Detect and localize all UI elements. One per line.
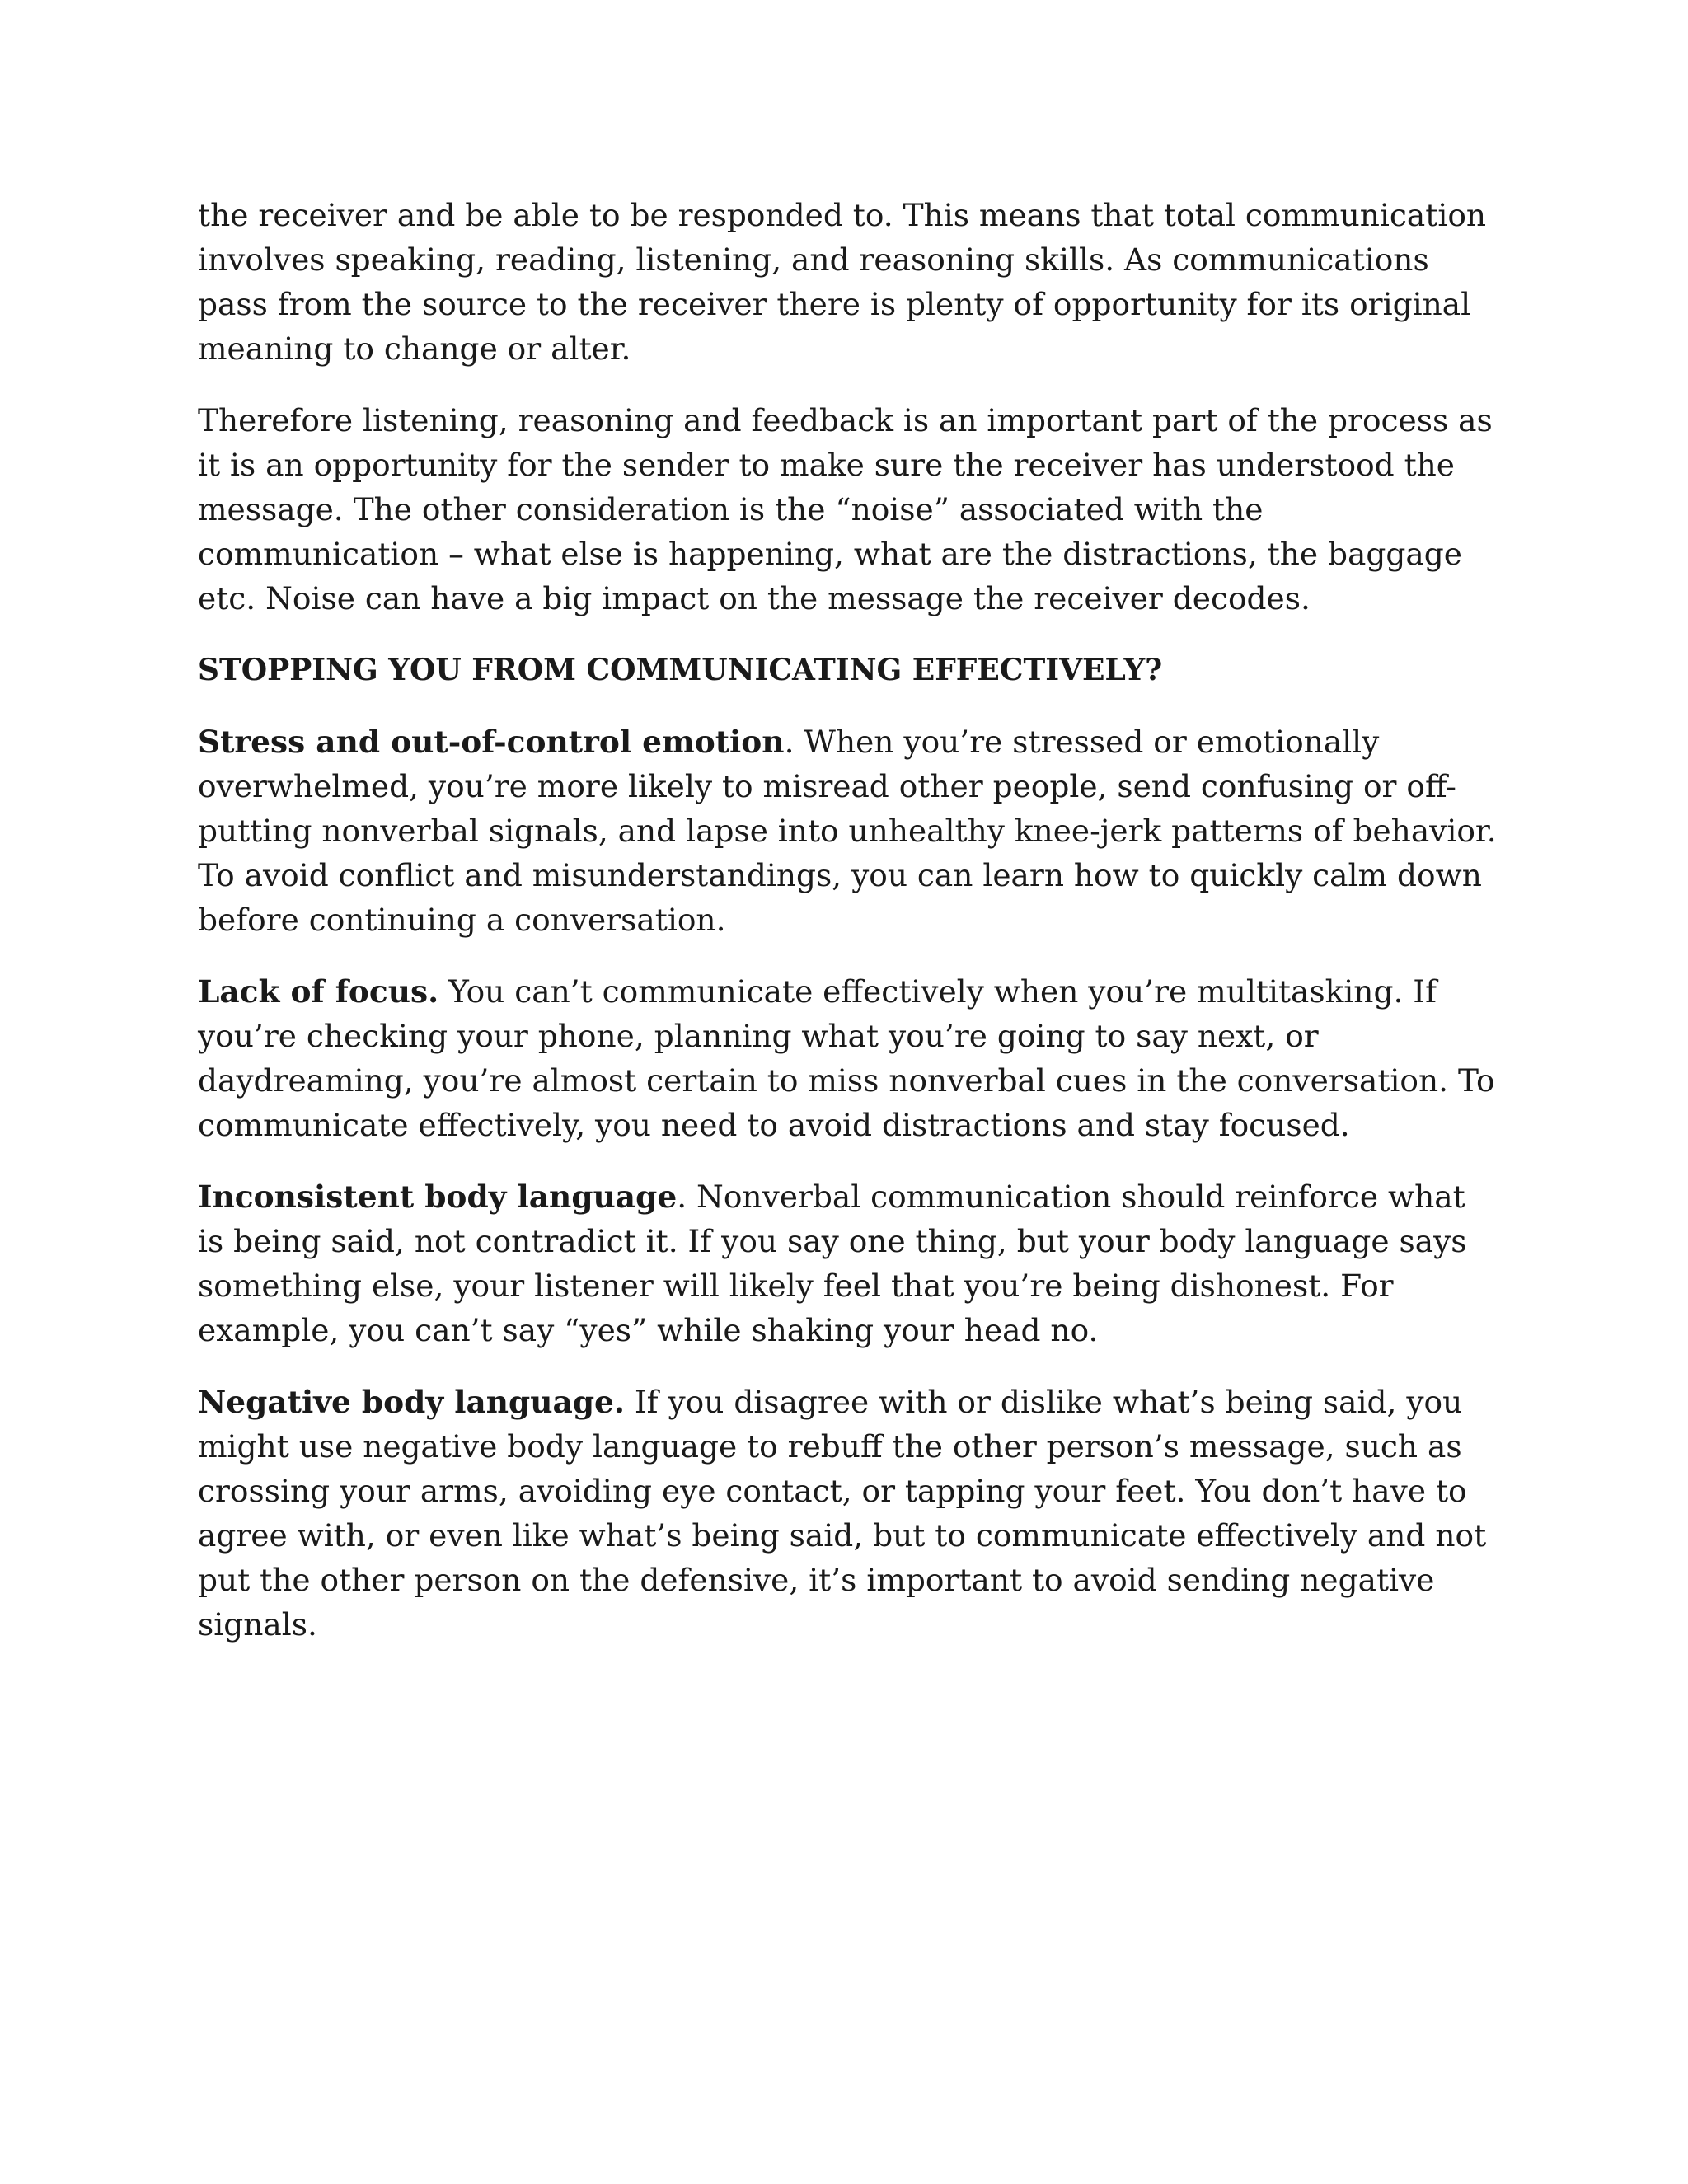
barrier-negative-body-language <box>198 1380 1500 1647</box>
feedback-paragraph: Therefore listening, reasoning and feedback is an important part of the process as it is an opportunity for the sender to make sure the receiver has understood the message. The other consideration is the “noise” associated with the communication – what else is happening, what are the distractions, the baggage etc. Noise can have a big impact on the message the receiver decodes. <box>198 402 1493 616</box>
barrier-inconsistent-body-language <box>198 1174 1500 1352</box>
barrier-term: Inconsistent body language <box>198 1179 678 1215</box>
barrier-term: Negative body language. <box>198 1384 625 1420</box>
barrier-term: Lack of focus. <box>198 973 439 1010</box>
barrier-text: You can’t communicate effectively when you’re multitasking. If you’re checking your phone, planning what you’re going to say next, or daydreaming, you’re almost certain to miss nonverbal cues in the conversation. To communicate effectively, you need to avoid distractions and stay focused. <box>198 973 1495 1143</box>
barrier-term: Stress and out-of-control emotion <box>198 724 785 760</box>
intro-paragraph: the receiver and be able to be responded to. This means that total communication involves speaking, reading, listening, and reasoning skills. As communications pass from the source to the receiver there is plenty of opportunity for its original meaning to change or alter. <box>198 197 1487 367</box>
barrier-focus <box>198 969 1500 1147</box>
section-heading: STOPPING YOU FROM COMMUNICATING EFFECTIVELY? <box>198 653 1163 687</box>
barrier-text: . When you’re stressed or emotionally overwhelmed, you’re more likely to misread other people, send confusing or off-putting nonverbal signals, and lapse into unhealthy knee-jerk patterns of behavior. To avoid conflict and misunderstandings, you can learn how to quickly calm down before continuing a conversation. <box>198 724 1497 938</box>
barrier-stress <box>198 719 1500 942</box>
barrier-text: . Nonverbal communication should reinforce what is being said, not contradict it. If you say one thing, but your body language says something else, your listener will likely feel that you’re being dishonest. For example, you can’t say “yes” while shaking your head no. <box>198 1179 1467 1348</box>
document-page <box>198 193 1500 1674</box>
barrier-text: If you disagree with or dislike what’s being said, you might use negative body language to rebuff the other person’s message, such as crossing your arms, avoiding eye contact, or tapping your feet. You don’t have to agree with, or even like what’s being said, but to communicate effectively and not put the other person on the defensive, it’s important to avoid sending negative signals. <box>198 1384 1487 1643</box>
